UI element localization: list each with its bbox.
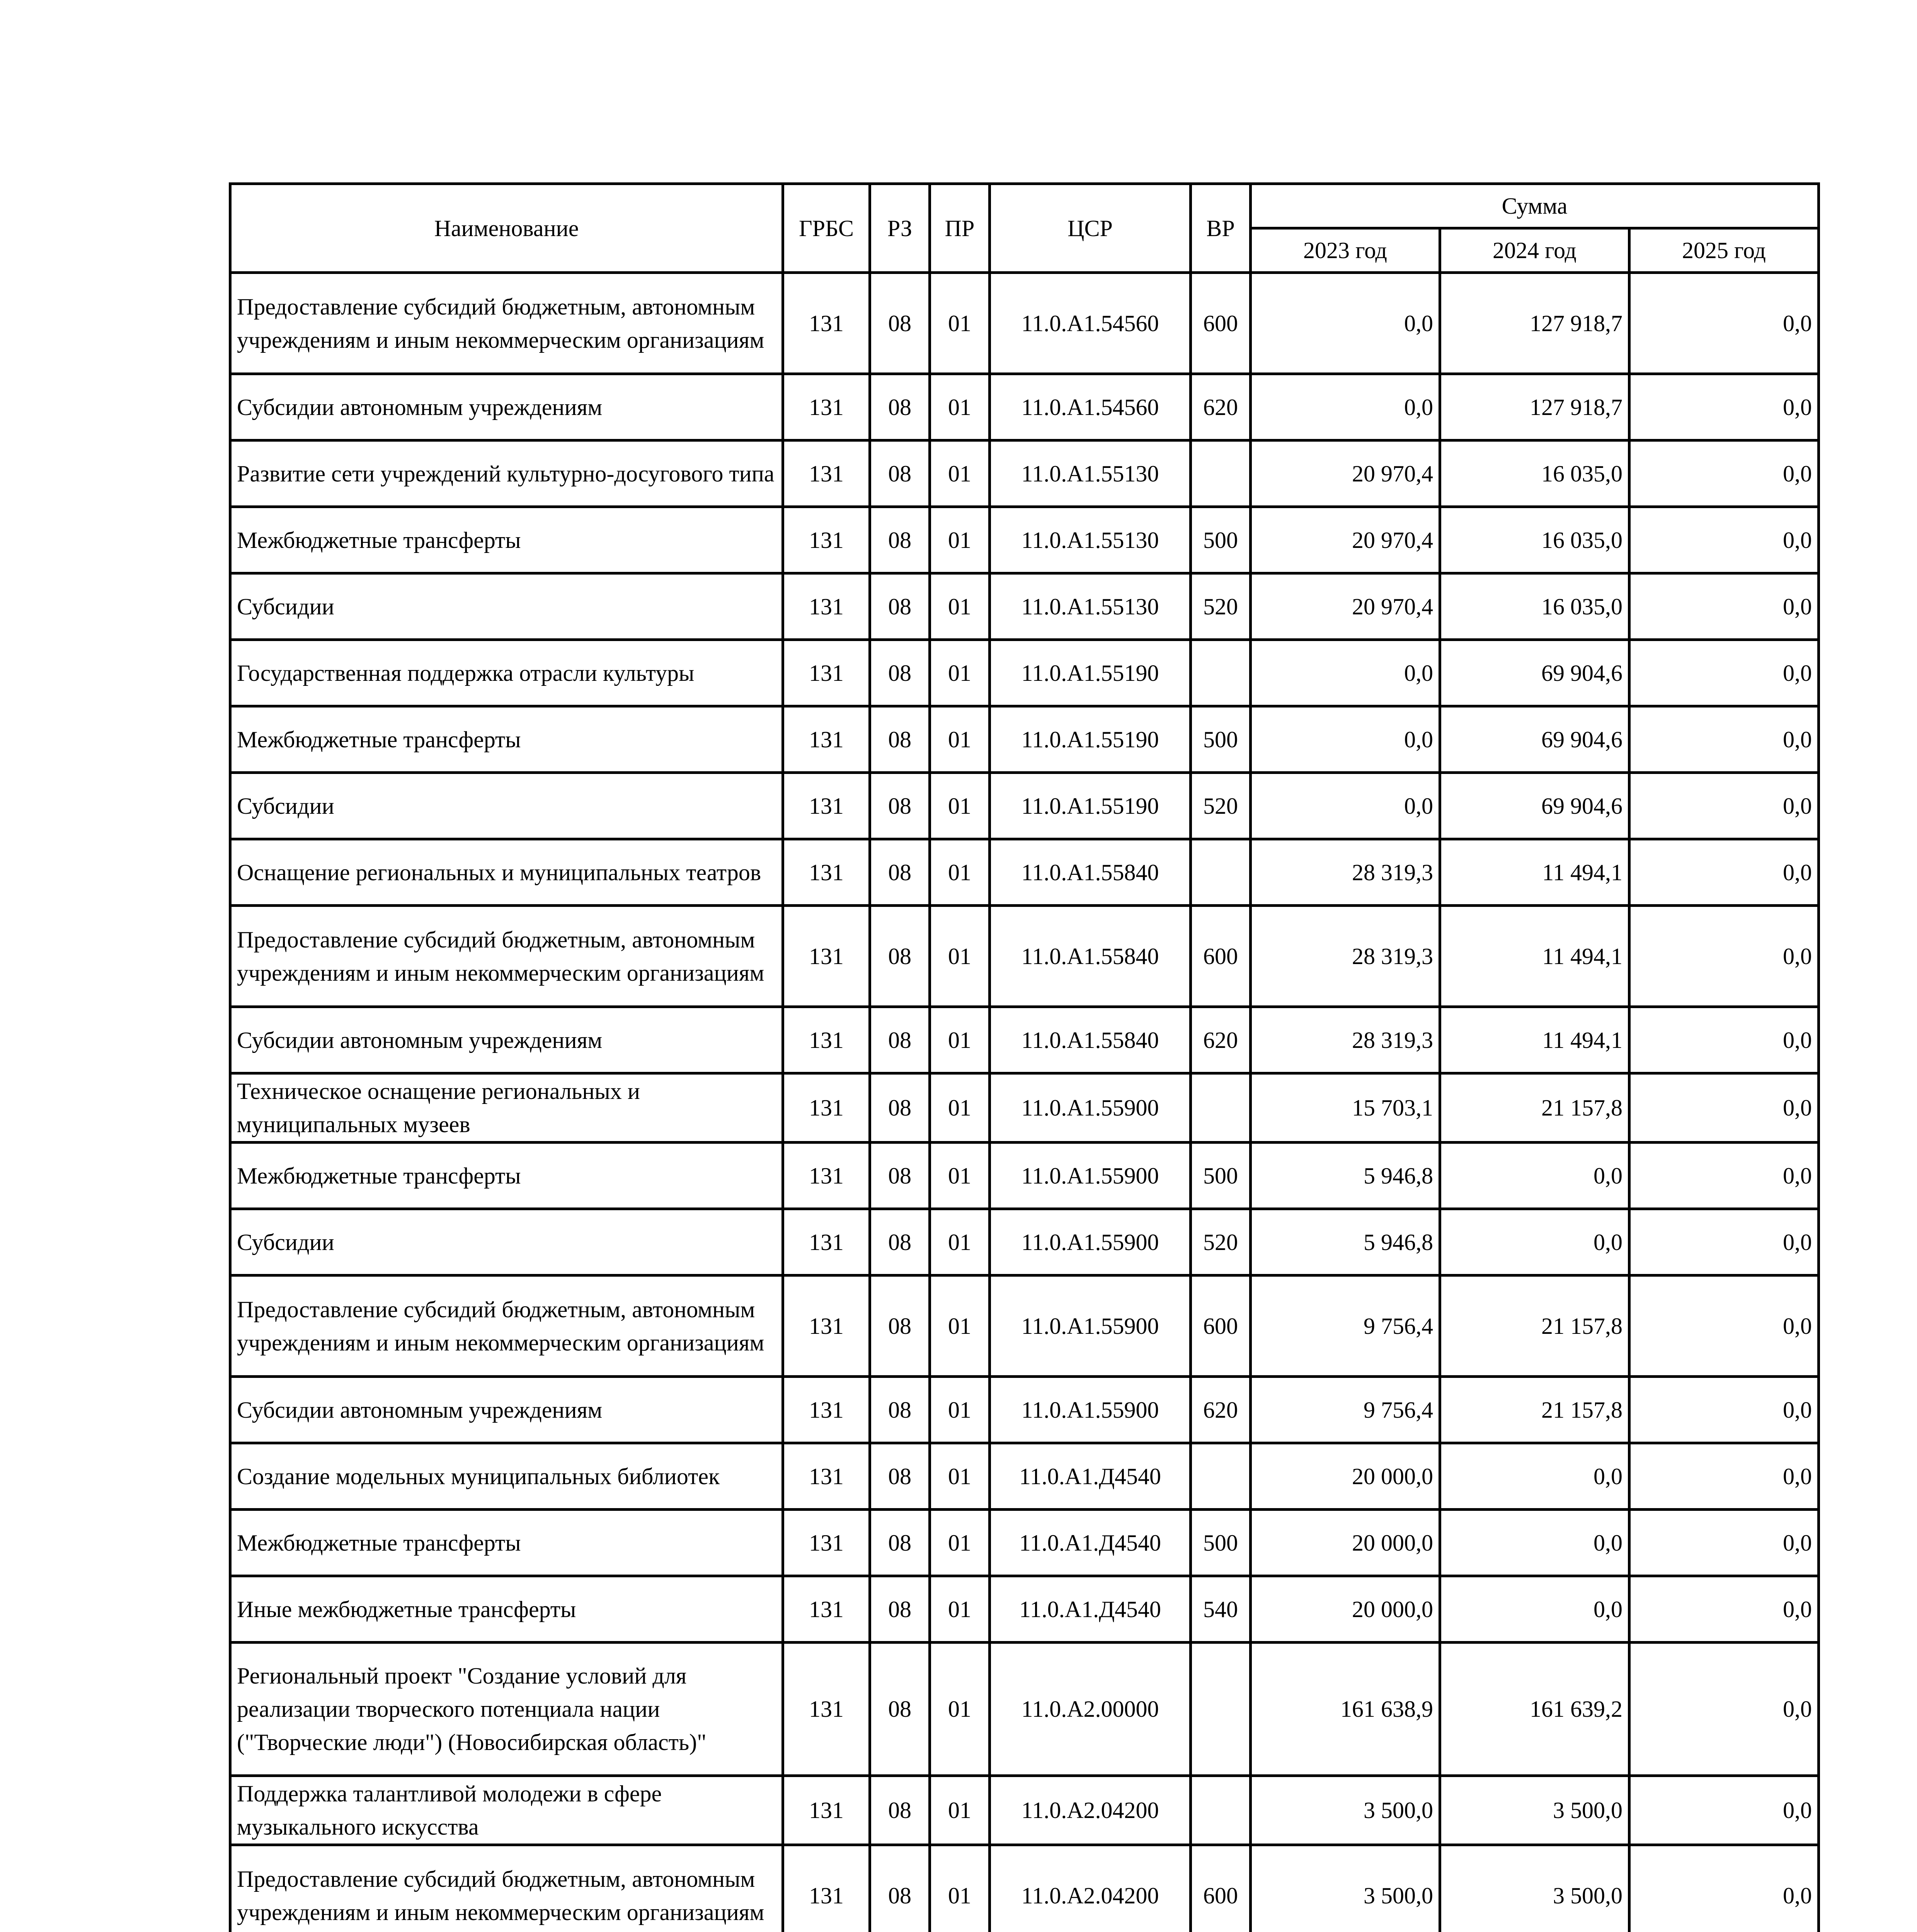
cell-sum-2024: 16 035,0 [1440,507,1629,573]
cell-sum-2023: 20 970,4 [1251,573,1440,640]
table-row [230,1776,1819,1845]
cell-rz: 08 [870,273,930,374]
cell-sum-2023: 5 946,8 [1251,1209,1440,1276]
table-row [230,1643,1819,1776]
cell-vr: 500 [1191,1143,1251,1209]
cell-vr: 500 [1191,1510,1251,1576]
cell-sum-2024: 3 500,0 [1440,1776,1629,1845]
cell-sum-2025: 0,0 [1629,1576,1819,1643]
cell-sum-2024: 0,0 [1440,1576,1629,1643]
cell-pr: 01 [930,773,990,839]
cell-pr: 01 [930,1443,990,1510]
cell-sum-2025: 0,0 [1629,839,1819,906]
cell-sum-2024: 21 157,8 [1440,1276,1629,1377]
cell-sum-2023: 28 319,3 [1251,839,1440,906]
cell-name: Оснащение региональных и муниципальных театров [230,839,783,906]
table-row [230,1576,1819,1643]
cell-csr: 11.0.А1.Д4540 [990,1576,1191,1643]
cell-grbs: 131 [783,374,870,440]
cell-vr: 520 [1191,1209,1251,1276]
cell-vr: 500 [1191,706,1251,773]
cell-sum-2024: 16 035,0 [1440,573,1629,640]
table-row [230,573,1819,640]
cell-csr: 11.0.А1.54560 [990,374,1191,440]
cell-csr: 11.0.А1.55130 [990,507,1191,573]
cell-rz: 08 [870,773,930,839]
cell-csr: 11.0.А1.55900 [990,1073,1191,1143]
cell-csr: 11.0.А1.55130 [990,440,1191,507]
cell-pr: 01 [930,374,990,440]
cell-csr: 11.0.А1.55190 [990,640,1191,706]
cell-rz: 08 [870,1276,930,1377]
cell-sum-2025: 0,0 [1629,440,1819,507]
cell-grbs: 131 [783,1845,870,1932]
cell-sum-2023: 28 319,3 [1251,1007,1440,1073]
cell-sum-2024: 69 904,6 [1440,773,1629,839]
cell-vr: 620 [1191,1007,1251,1073]
cell-pr: 01 [930,1209,990,1276]
cell-pr: 01 [930,1007,990,1073]
cell-sum-2025: 0,0 [1629,1276,1819,1377]
cell-sum-2025: 0,0 [1629,1643,1819,1776]
cell-name: Предоставление субсидий бюджетным, автономным учреждениям и иным некоммерческим организациям [230,1845,783,1932]
cell-name: Субсидии [230,1209,783,1276]
cell-pr: 01 [930,1845,990,1932]
cell-pr: 01 [930,440,990,507]
cell-grbs: 131 [783,1143,870,1209]
cell-rz: 08 [870,1209,930,1276]
cell-grbs: 131 [783,773,870,839]
cell-pr: 01 [930,839,990,906]
table-row [230,507,1819,573]
cell-sum-2025: 0,0 [1629,1209,1819,1276]
cell-rz: 08 [870,1007,930,1073]
cell-name: Межбюджетные трансферты [230,1510,783,1576]
cell-rz: 08 [870,640,930,706]
cell-name: Предоставление субсидий бюджетным, автономным учреждениям и иным некоммерческим организациям [230,1276,783,1377]
cell-grbs: 131 [783,1510,870,1576]
cell-grbs: 131 [783,1377,870,1443]
cell-name: Субсидии автономным учреждениям [230,1377,783,1443]
cell-sum-2025: 0,0 [1629,640,1819,706]
cell-pr: 01 [930,1643,990,1776]
cell-sum-2023: 15 703,1 [1251,1073,1440,1143]
cell-sum-2025: 0,0 [1629,706,1819,773]
cell-pr: 01 [930,273,990,374]
cell-sum-2023: 3 500,0 [1251,1776,1440,1845]
cell-sum-2025: 0,0 [1629,273,1819,374]
header-vr: ВР [1191,184,1251,273]
cell-rz: 08 [870,1143,930,1209]
table-row [230,906,1819,1007]
cell-grbs: 131 [783,507,870,573]
table-row [230,1276,1819,1377]
cell-name: Государственная поддержка отрасли культуры [230,640,783,706]
table-row [230,1143,1819,1209]
cell-vr: 500 [1191,507,1251,573]
table-header [230,184,1819,273]
cell-vr: 520 [1191,573,1251,640]
cell-sum-2024: 11 494,1 [1440,1007,1629,1073]
cell-csr: 11.0.А1.55130 [990,573,1191,640]
cell-name: Субсидии автономным учреждениям [230,1007,783,1073]
cell-name: Техническое оснащение региональных и муниципальных музеев [230,1073,783,1143]
cell-sum-2024: 16 035,0 [1440,440,1629,507]
cell-sum-2025: 0,0 [1629,1776,1819,1845]
cell-sum-2024: 161 639,2 [1440,1643,1629,1776]
cell-vr: 600 [1191,1276,1251,1377]
cell-sum-2025: 0,0 [1629,1377,1819,1443]
cell-grbs: 131 [783,440,870,507]
cell-csr: 11.0.А2.04200 [990,1845,1191,1932]
cell-csr: 11.0.А1.55900 [990,1276,1191,1377]
cell-sum-2023: 20 970,4 [1251,440,1440,507]
cell-sum-2024: 69 904,6 [1440,640,1629,706]
table-row [230,1209,1819,1276]
header-rz: РЗ [870,184,930,273]
table-row [230,640,1819,706]
cell-sum-2023: 0,0 [1251,640,1440,706]
cell-pr: 01 [930,1576,990,1643]
cell-pr: 01 [930,1073,990,1143]
cell-sum-2023: 9 756,4 [1251,1377,1440,1443]
table-row [230,839,1819,906]
cell-pr: 01 [930,1276,990,1377]
cell-vr: 540 [1191,1576,1251,1643]
cell-sum-2023: 0,0 [1251,374,1440,440]
cell-sum-2023: 0,0 [1251,773,1440,839]
cell-rz: 08 [870,1643,930,1776]
cell-name: Иные межбюджетные трансферты [230,1576,783,1643]
cell-sum-2023: 20 970,4 [1251,507,1440,573]
cell-rz: 08 [870,1443,930,1510]
cell-rz: 08 [870,573,930,640]
cell-sum-2024: 3 500,0 [1440,1845,1629,1932]
header-year-2023: 2023 год [1251,228,1440,273]
cell-sum-2023: 5 946,8 [1251,1143,1440,1209]
cell-pr: 01 [930,906,990,1007]
cell-name: Межбюджетные трансферты [230,507,783,573]
cell-vr [1191,1443,1251,1510]
cell-grbs: 131 [783,573,870,640]
cell-rz: 08 [870,374,930,440]
cell-grbs: 131 [783,273,870,374]
table-row [230,273,1819,374]
cell-grbs: 131 [783,1776,870,1845]
cell-pr: 01 [930,507,990,573]
cell-csr: 11.0.А2.00000 [990,1643,1191,1776]
cell-grbs: 131 [783,1276,870,1377]
table-row [230,1510,1819,1576]
cell-pr: 01 [930,1377,990,1443]
cell-csr: 11.0.А1.54560 [990,273,1191,374]
cell-name: Региональный проект "Создание условий для реализации творческого потенциала нации ("Творческие люди") (Новосибирская область)" [230,1643,783,1776]
cell-grbs: 131 [783,1643,870,1776]
table-row [230,773,1819,839]
cell-grbs: 131 [783,906,870,1007]
cell-vr: 600 [1191,906,1251,1007]
cell-name: Предоставление субсидий бюджетным, автономным учреждениям и иным некоммерческим организациям [230,906,783,1007]
cell-pr: 01 [930,1143,990,1209]
table-body [230,273,1819,1932]
cell-sum-2023: 20 000,0 [1251,1576,1440,1643]
cell-grbs: 131 [783,1073,870,1143]
table-row [230,706,1819,773]
cell-sum-2023: 161 638,9 [1251,1643,1440,1776]
cell-name: Субсидии [230,573,783,640]
cell-sum-2025: 0,0 [1629,1510,1819,1576]
cell-rz: 08 [870,906,930,1007]
cell-csr: 11.0.А1.55900 [990,1143,1191,1209]
cell-sum-2024: 0,0 [1440,1443,1629,1510]
cell-sum-2025: 0,0 [1629,1143,1819,1209]
cell-sum-2025: 0,0 [1629,1007,1819,1073]
cell-sum-2024: 21 157,8 [1440,1073,1629,1143]
cell-csr: 11.0.А1.55900 [990,1377,1191,1443]
cell-csr: 11.0.А1.Д4540 [990,1443,1191,1510]
cell-sum-2024: 127 918,7 [1440,374,1629,440]
cell-grbs: 131 [783,706,870,773]
cell-sum-2025: 0,0 [1629,374,1819,440]
cell-name: Субсидии автономным учреждениям [230,374,783,440]
header-name: Наименование [230,184,783,273]
cell-grbs: 131 [783,1209,870,1276]
cell-vr [1191,839,1251,906]
cell-csr: 11.0.А1.55190 [990,706,1191,773]
cell-sum-2023: 9 756,4 [1251,1276,1440,1377]
cell-sum-2023: 20 000,0 [1251,1510,1440,1576]
cell-rz: 08 [870,440,930,507]
cell-csr: 11.0.А1.55190 [990,773,1191,839]
cell-rz: 08 [870,1845,930,1932]
table-row [230,1007,1819,1073]
cell-grbs: 131 [783,1007,870,1073]
cell-vr [1191,440,1251,507]
cell-grbs: 131 [783,640,870,706]
table-row [230,1073,1819,1143]
cell-pr: 01 [930,640,990,706]
cell-vr [1191,640,1251,706]
header-year-2024: 2024 год [1440,228,1629,273]
cell-rz: 08 [870,1073,930,1143]
cell-sum-2023: 0,0 [1251,706,1440,773]
cell-sum-2024: 0,0 [1440,1209,1629,1276]
cell-sum-2024: 127 918,7 [1440,273,1629,374]
header-grbs: ГРБС [783,184,870,273]
cell-name: Поддержка талантливой молодежи в сфере музыкального искусства [230,1776,783,1845]
cell-sum-2023: 0,0 [1251,273,1440,374]
cell-grbs: 131 [783,1576,870,1643]
cell-sum-2024: 21 157,8 [1440,1377,1629,1443]
cell-rz: 08 [870,1576,930,1643]
cell-sum-2025: 0,0 [1629,906,1819,1007]
table-row [230,440,1819,507]
cell-sum-2025: 0,0 [1629,1073,1819,1143]
cell-csr: 11.0.А1.55900 [990,1209,1191,1276]
table-row [230,1443,1819,1510]
cell-vr [1191,1776,1251,1845]
cell-rz: 08 [870,839,930,906]
cell-csr: 11.0.А1.Д4540 [990,1510,1191,1576]
cell-csr: 11.0.А1.55840 [990,1007,1191,1073]
table-row [230,1845,1819,1932]
cell-name: Создание модельных муниципальных библиотек [230,1443,783,1510]
cell-sum-2025: 0,0 [1629,573,1819,640]
cell-sum-2023: 3 500,0 [1251,1845,1440,1932]
cell-pr: 01 [930,1510,990,1576]
cell-rz: 08 [870,1377,930,1443]
header-csr: ЦСР [990,184,1191,273]
cell-pr: 01 [930,706,990,773]
cell-sum-2024: 11 494,1 [1440,906,1629,1007]
cell-name: Межбюджетные трансферты [230,1143,783,1209]
cell-rz: 08 [870,706,930,773]
cell-name: Предоставление субсидий бюджетным, автономным учреждениям и иным некоммерческим организациям [230,273,783,374]
cell-sum-2025: 0,0 [1629,1443,1819,1510]
cell-vr [1191,1643,1251,1776]
cell-csr: 11.0.А1.55840 [990,906,1191,1007]
cell-sum-2025: 0,0 [1629,507,1819,573]
cell-vr: 600 [1191,273,1251,374]
cell-csr: 11.0.А1.55840 [990,839,1191,906]
cell-rz: 08 [870,1510,930,1576]
cell-sum-2025: 0,0 [1629,773,1819,839]
cell-vr: 620 [1191,374,1251,440]
cell-sum-2023: 20 000,0 [1251,1443,1440,1510]
table-row [230,374,1819,440]
cell-sum-2024: 0,0 [1440,1143,1629,1209]
cell-sum-2024: 69 904,6 [1440,706,1629,773]
cell-sum-2025: 0,0 [1629,1845,1819,1932]
cell-pr: 01 [930,1776,990,1845]
cell-sum-2023: 28 319,3 [1251,906,1440,1007]
header-pr: ПР [930,184,990,273]
table-row [230,1377,1819,1443]
cell-pr: 01 [930,573,990,640]
cell-vr [1191,1073,1251,1143]
cell-grbs: 131 [783,1443,870,1510]
cell-sum-2024: 0,0 [1440,1510,1629,1576]
header-sum: Сумма [1251,184,1819,228]
cell-name: Межбюджетные трансферты [230,706,783,773]
budget-table [229,182,1820,1932]
cell-name: Субсидии [230,773,783,839]
cell-grbs: 131 [783,839,870,906]
cell-vr: 600 [1191,1845,1251,1932]
header-year-2025: 2025 год [1629,228,1819,273]
cell-name: Развитие сети учреждений культурно-досугового типа [230,440,783,507]
cell-sum-2024: 11 494,1 [1440,839,1629,906]
cell-vr: 520 [1191,773,1251,839]
cell-csr: 11.0.А2.04200 [990,1776,1191,1845]
cell-vr: 620 [1191,1377,1251,1443]
cell-rz: 08 [870,507,930,573]
cell-rz: 08 [870,1776,930,1845]
